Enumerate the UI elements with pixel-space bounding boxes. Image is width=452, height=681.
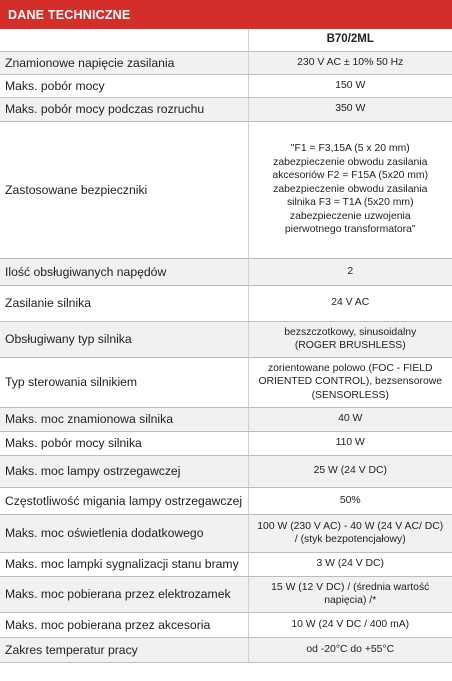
- row-value: 150 W: [248, 74, 452, 97]
- row-value: 15 W (12 V DC) / (średnia wartość napięcia) /*: [248, 576, 452, 612]
- row-value: 110 W: [248, 431, 452, 455]
- row-label: Maks. moc lampki sygnalizacji stanu bramy: [0, 552, 248, 576]
- table-row: [0, 487, 452, 514]
- table-row: [0, 514, 452, 552]
- table-header-row: [0, 29, 452, 51]
- row-value: 3 W (24 V DC): [248, 552, 452, 576]
- row-value: 25 W (24 V DC): [248, 455, 452, 487]
- row-value: 350 W: [248, 97, 452, 121]
- table-row: [0, 51, 452, 74]
- table-row: [0, 576, 452, 612]
- row-label: Maks. pobór mocy podczas rozruchu: [0, 97, 248, 121]
- table-row: [0, 612, 452, 637]
- table-row: [0, 121, 452, 258]
- row-label: Ilość obsługiwanych napędów: [0, 258, 248, 285]
- table-row: [0, 74, 452, 97]
- row-value: 100 W (230 V AC) - 40 W (24 V AC/ DC) / (styk bezpotencjałowy): [248, 514, 452, 552]
- row-value: "F1 = F3,15A (5 x 20 mm) zabezpieczenie obwodu zasilania akcesoriów F2 = F15A (5x20 mm) zabezpieczenie obwodu zasilania silnika F3 = T1A (5x20 mm) zabezpieczenie uzwojenia pierwotnego transformatora": [248, 121, 452, 258]
- table-row: [0, 552, 452, 576]
- table-row: [0, 357, 452, 407]
- table-row: [0, 285, 452, 321]
- row-label: Zakres temperatur pracy: [0, 637, 248, 662]
- row-value: 2: [248, 258, 452, 285]
- row-value: 10 W (24 V DC / 400 mA): [248, 612, 452, 637]
- table-row: [0, 258, 452, 285]
- row-label: Maks. moc znamionowa silnika: [0, 407, 248, 431]
- row-value: 50%: [248, 487, 452, 514]
- row-value: 24 V AC: [248, 285, 452, 321]
- row-label: Maks. pobór mocy silnika: [0, 431, 248, 455]
- row-value: od -20°C do +55°C: [248, 637, 452, 662]
- row-label: Maks. pobór mocy: [0, 74, 248, 97]
- row-label: Typ sterowania silnikiem: [0, 357, 248, 407]
- section-header: [0, 0, 452, 29]
- row-label: Zastosowane bezpieczniki: [0, 121, 248, 258]
- row-value: bezszczotkowy, sinusoidalny (ROGER BRUSHLESS): [248, 321, 452, 357]
- row-value: zorientowane polowo (FOC - FIELD ORIENTED CONTROL), bezsensorowe (SENSORLESS): [248, 357, 452, 407]
- table-row: [0, 97, 452, 121]
- row-label: Maks. moc pobierana przez akcesoria: [0, 612, 248, 637]
- spec-table: [0, 29, 452, 663]
- row-label: Zasilanie silnika: [0, 285, 248, 321]
- row-label: Znamionowe napięcie zasilania: [0, 51, 248, 74]
- row-label: Maks. moc pobierana przez elektrozamek: [0, 576, 248, 612]
- table-row: [0, 455, 452, 487]
- header-empty-cell: [0, 29, 248, 51]
- table-row: [0, 637, 452, 662]
- row-label: Maks. moc oświetlenia dodatkowego: [0, 514, 248, 552]
- table-row: [0, 431, 452, 455]
- row-label: Obsługiwany typ silnika: [0, 321, 248, 357]
- table-row: [0, 321, 452, 357]
- row-label: Maks. moc lampy ostrzegawczej: [0, 455, 248, 487]
- row-label: Częstotliwość migania lampy ostrzegawczej: [0, 487, 248, 514]
- model-name: B70/2ML: [248, 29, 452, 51]
- table-row: [0, 407, 452, 431]
- section-title: DANE TECHNICZNE: [8, 7, 131, 22]
- row-value: 40 W: [248, 407, 452, 431]
- row-value: 230 V AC ± 10% 50 Hz: [248, 51, 452, 74]
